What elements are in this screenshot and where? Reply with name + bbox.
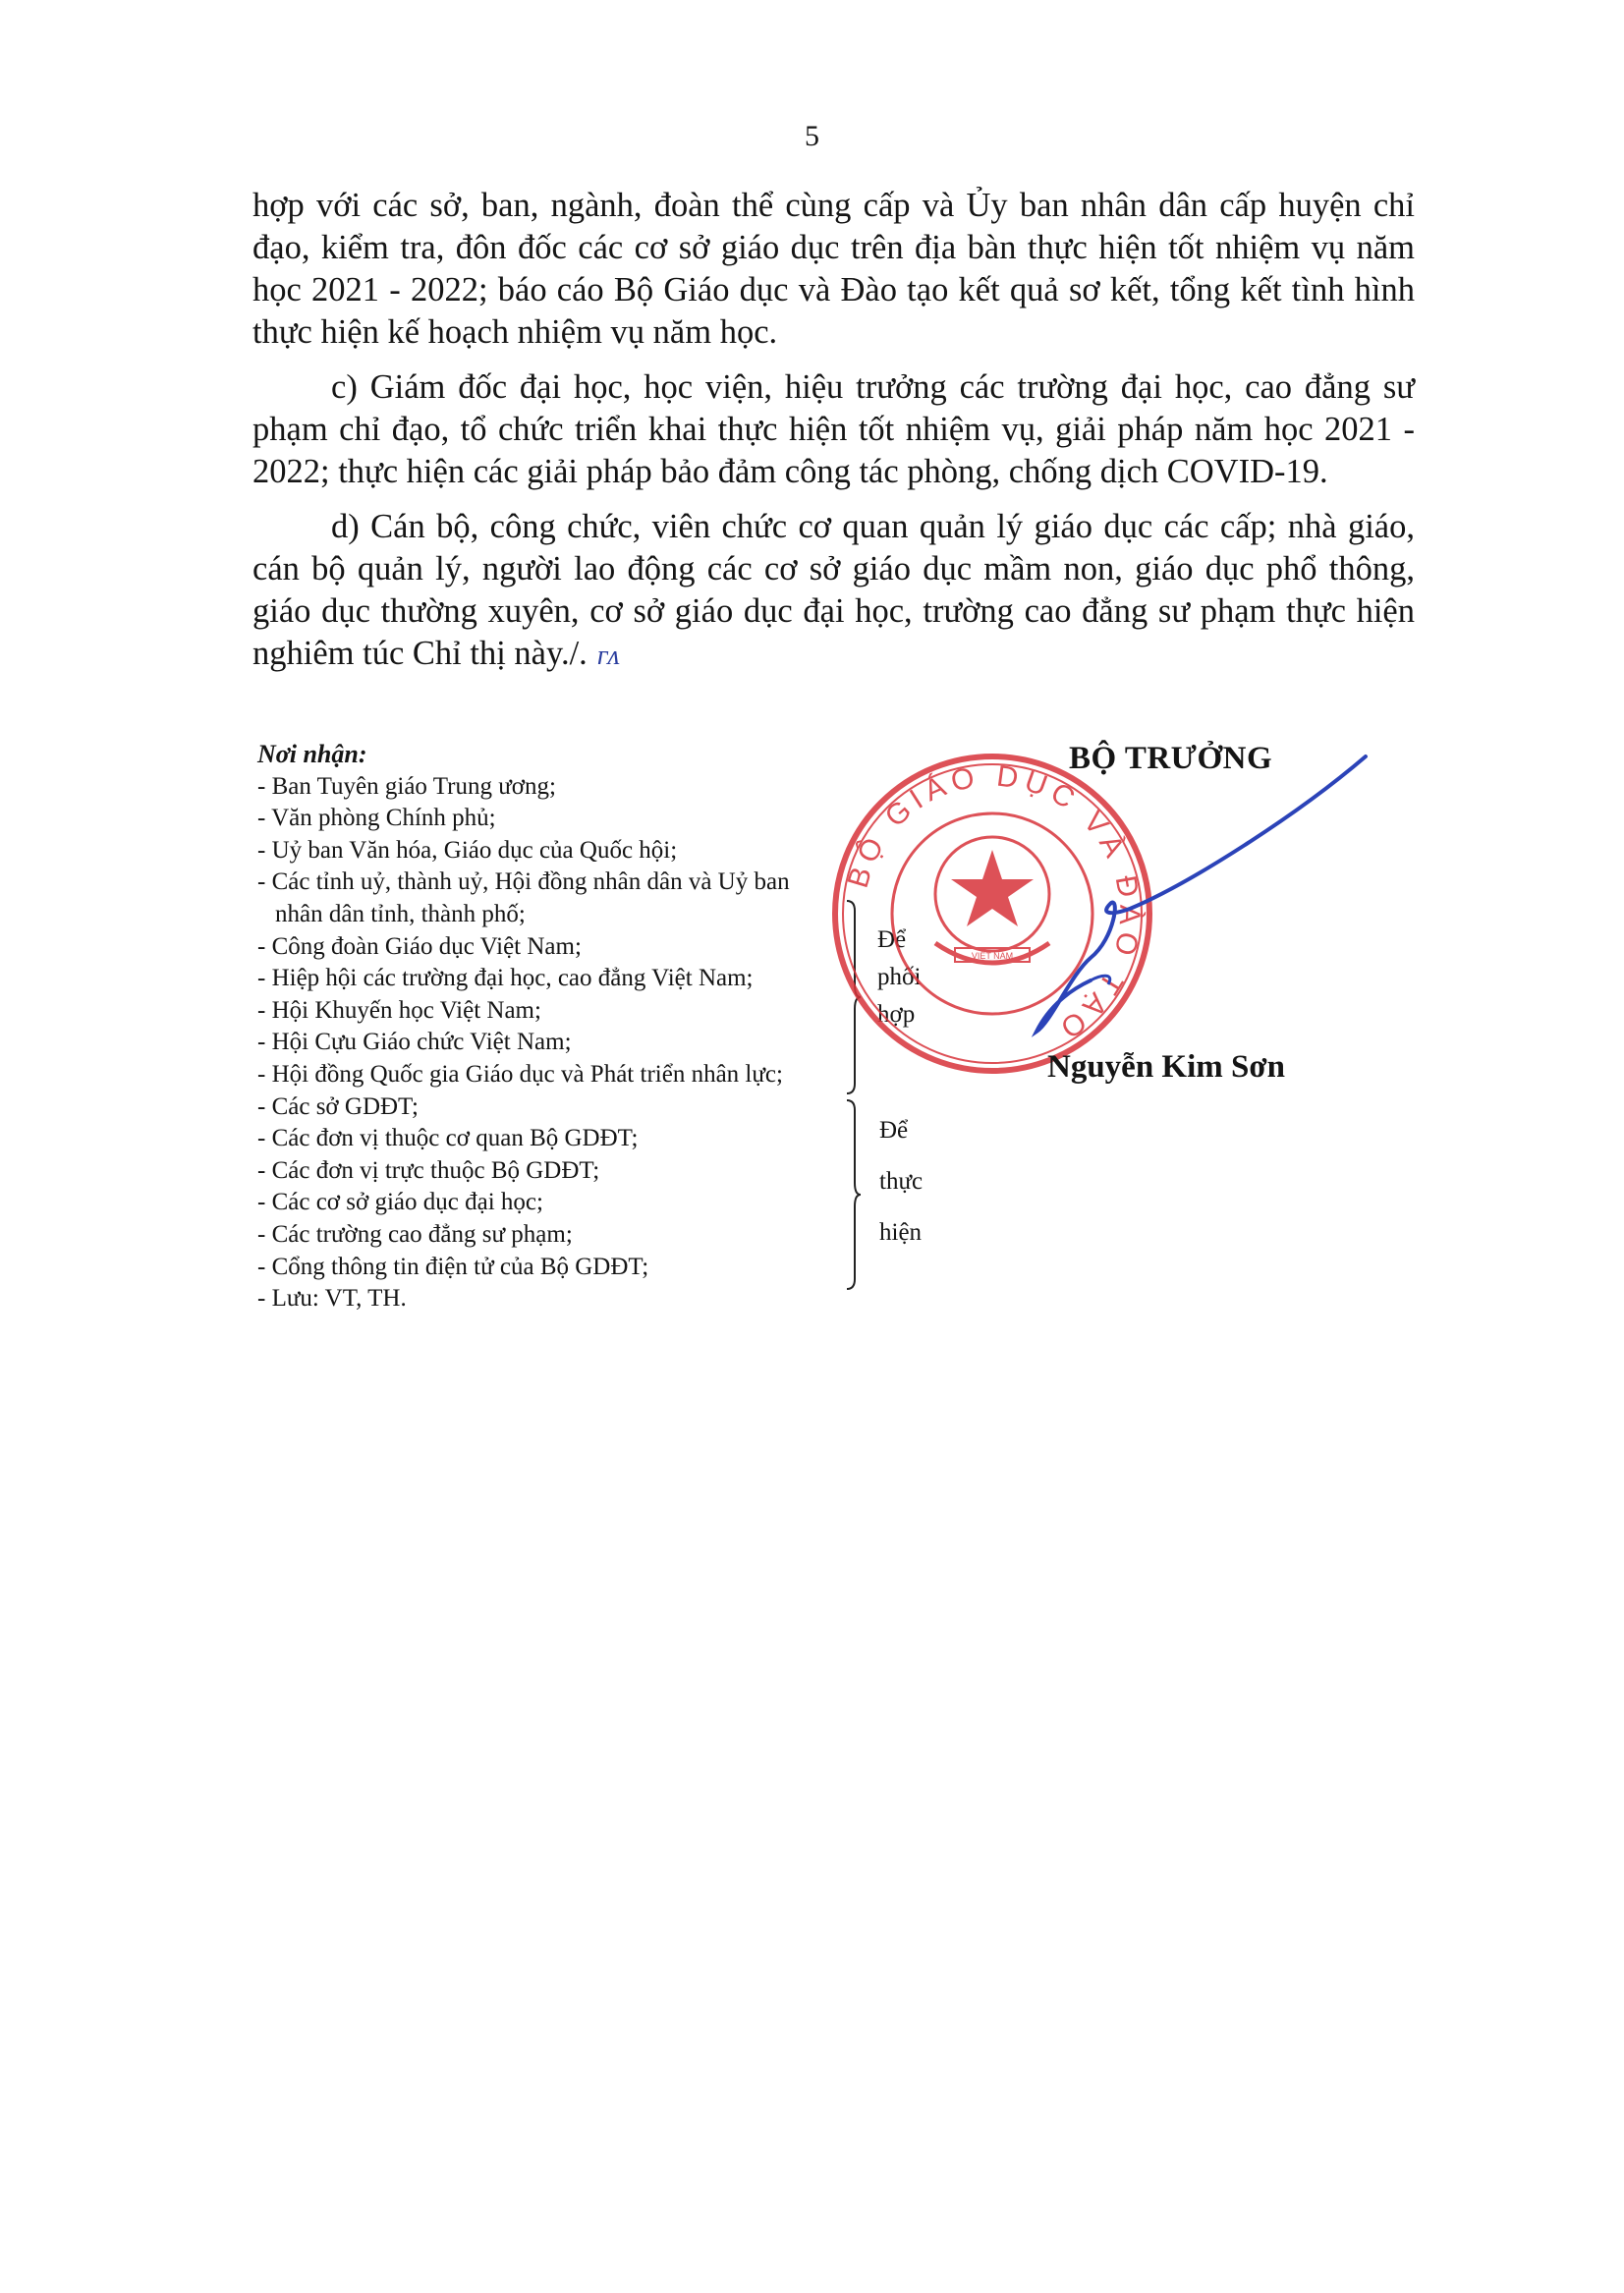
seal-inner-text: VIỆT NAM <box>971 951 1014 961</box>
initials-mark: ᴦᴧ <box>596 641 620 671</box>
signer-name: Nguyễn Kim Sơn <box>1047 1049 1285 1085</box>
recipient-item: - Các trường cao đẳng sư phạm; <box>257 1220 573 1248</box>
seal-ring-text: BỘ GIÁO DỤC VÀ ĐÀO TẠO <box>841 759 1147 1048</box>
page-number: 5 <box>805 120 819 152</box>
recipient-item: - Các sở GDĐT; <box>257 1092 419 1120</box>
recipient-item: - Lưu: VT, TH. <box>257 1285 407 1313</box>
recipients-label: Nơi nhận: <box>257 740 367 768</box>
group-label-line: phối <box>877 964 922 990</box>
recipients-block <box>257 739 867 1315</box>
group-label-line: Để <box>877 926 907 953</box>
document-body <box>252 185 1415 690</box>
paragraph-d-text: d) Cán bộ, công chức, viên chức cơ quan quản lý giáo dục các cấp; nhà giáo, cán bộ quản lý, người lao động các cơ sở giáo dục mầm non, giáo dục phổ thông, giáo dục thường xuyên, cơ sở giáo dục đại học, trường cao đẳng sư phạm thực hiện nghiêm túc Chỉ thị này./. <box>252 508 1415 672</box>
recipient-item: - Công đoàn Giáo dục Việt Nam; <box>257 932 582 960</box>
paragraph-continuation: hợp với các sở, ban, ngành, đoàn thể cùng cấp và Ủy ban nhân dân cấp huyện chỉ đạo, kiểm tra, đôn đốc các cơ sở giáo dục trên địa bàn thực hiện tốt nhiệm vụ năm học 2021 - 2022; báo cáo Bộ Giáo dục và Đào tạo kết quả sơ kết, tổng kết tình hình thực hiện kế hoạch nhiệm vụ năm học. <box>252 187 1415 351</box>
group-label-line: thực <box>879 1168 924 1195</box>
recipient-item: - Các tỉnh uỷ, thành uỷ, Hội đồng nhân dân và Uỷ ban nhân dân tỉnh, thành phố; <box>257 868 790 927</box>
recipient-item: - Ban Tuyên giáo Trung ương; <box>257 772 556 800</box>
group-label-line: hợp <box>877 1001 916 1028</box>
recipient-item: - Hội Khuyến học Việt Nam; <box>257 996 541 1024</box>
paragraph-d <box>252 506 1415 677</box>
recipient-item: - Văn phòng Chính phủ; <box>257 805 496 832</box>
recipient-item: - Uỷ ban Văn hóa, Giáo dục của Quốc hội; <box>257 836 678 864</box>
group-label-implement <box>879 1105 938 1258</box>
signer-title: BỘ TRƯỞNG <box>1069 741 1273 776</box>
recipient-item: - Các cơ sở giáo dục đại học; <box>257 1189 543 1216</box>
recipient-item: - Hội Cựu Giáo chức Việt Nam; <box>257 1029 572 1056</box>
recipient-item: - Hiệp hội các trường đại học, cao đẳng Việt Nam; <box>257 965 754 992</box>
recipient-item: - Các đơn vị trực thuộc Bộ GDĐT; <box>257 1156 600 1184</box>
group-brace-implement <box>843 1098 863 1291</box>
group-label-line: hiện <box>879 1219 923 1246</box>
group-label-line: Để <box>879 1117 909 1144</box>
recipient-item: - Các đơn vị thuộc cơ quan Bộ GDĐT; <box>257 1125 639 1152</box>
handwritten-signature <box>943 747 1375 1051</box>
recipient-item: - Hội đồng Quốc gia Giáo dục và Phát triển nhân lực; <box>257 1060 783 1088</box>
recipient-item: - Cổng thông tin điện tử của Bộ GDĐT; <box>257 1253 649 1280</box>
paragraph-c: c) Giám đốc đại học, học viện, hiệu trưởng các trường đại học, cao đẳng sư phạm chỉ đạo, tổ chức triển khai thực hiện tốt nhiệm vụ, giải pháp năm học 2021 - 2022; thực hiện các giải pháp bảo đảm công tác phòng, chống dịch COVID-19. <box>252 368 1415 490</box>
